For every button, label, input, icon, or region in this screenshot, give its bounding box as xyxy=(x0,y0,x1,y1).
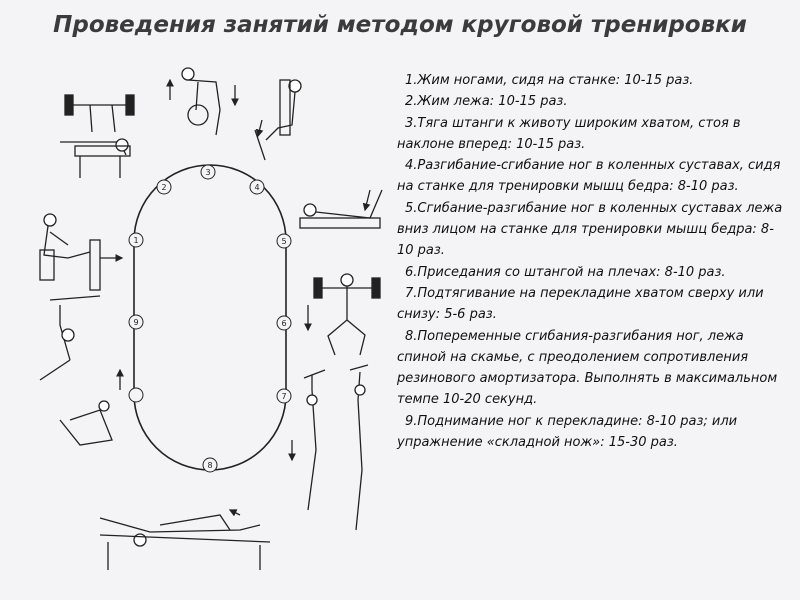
pull-up-figure xyxy=(292,365,368,530)
station-number: 8 xyxy=(207,461,213,470)
lying-legs-figure xyxy=(100,510,270,570)
station-marker-5 xyxy=(277,234,291,248)
leg-extension-figure xyxy=(255,80,301,160)
station-marker-3 xyxy=(201,165,215,179)
station-marker-blank xyxy=(129,388,143,402)
exercise-item-2 xyxy=(397,91,787,112)
exercise-text: 5.Сгибание-разгибание ног в коленных суставах лежа вниз лицом на станке для тренировки мышц бедра: 8-10 раз. xyxy=(397,200,783,259)
barbell-squat-figure xyxy=(308,274,380,355)
exercise-item-5 xyxy=(397,198,787,262)
station-number: 1 xyxy=(133,236,139,245)
station-number: 5 xyxy=(281,237,287,246)
exercise-item-6 xyxy=(397,262,787,283)
exercise-item-4 xyxy=(397,155,787,198)
bench-press-figure xyxy=(60,95,134,178)
station-marker-4 xyxy=(250,180,264,194)
exercise-text: 8.Попеременные сгибания-разгибания ног, лежа спиной на скамье, с преодолением сопротивления резинового амортизатора. Выполнять в максимальном темпе 10-20 секунд. xyxy=(397,328,778,408)
station-marker-8 xyxy=(203,458,217,472)
exercise-text: 7.Подтягивание на перекладине хватом сверху или снизу: 5-6 раз. xyxy=(397,285,764,323)
exercise-text: 9.Поднимание ног к перекладине: 8-10 раз; или упражнение «складной нож»: 15-30 раз. xyxy=(397,413,738,451)
circuit-track xyxy=(134,165,286,470)
exercise-item-9 xyxy=(397,411,787,454)
leg-press-figure xyxy=(40,214,122,290)
station-number: 9 xyxy=(133,318,139,327)
station-marker-7 xyxy=(277,389,291,403)
leg-curl-figure xyxy=(300,190,382,228)
exercise-item-3 xyxy=(397,113,787,156)
exercise-text: 4.Разгибание-сгибание ног в коленных суставах, сидя на станке для тренировки мышц бедра: 8-10 раз. xyxy=(397,158,781,195)
exercise-item-8 xyxy=(397,326,787,411)
station-number: 2 xyxy=(161,183,167,192)
exercise-item-1 xyxy=(397,70,787,91)
station-number: 4 xyxy=(254,183,260,192)
station-number: 6 xyxy=(281,319,287,328)
station-marker-9 xyxy=(129,315,143,329)
station-number: 3 xyxy=(205,168,211,177)
bent-row-figure xyxy=(170,68,235,135)
station-marker-6 xyxy=(277,316,291,330)
exercise-text: 3.Тяга штанги к животу широким хватом, стоя в наклоне вперед: 10-15 раз. xyxy=(397,115,741,152)
exercise-list xyxy=(397,70,787,453)
station-marker-1 xyxy=(129,233,143,247)
exercise-text: 6.Приседания со штангой на плечах: 8-10 раз. xyxy=(405,264,726,280)
station-number: 7 xyxy=(281,392,287,401)
exercise-text: 2.Жим лежа: 10-15 раз. xyxy=(405,94,568,110)
station-marker-2 xyxy=(157,180,171,194)
exercise-item-7 xyxy=(397,283,787,326)
leg-raise-figure xyxy=(40,296,120,445)
circuit-diagram xyxy=(20,60,400,600)
circuit-diagram-svg xyxy=(20,60,400,600)
page-title: Проведения занятий методом круговой тренировки xyxy=(53,12,747,38)
exercise-text: 1.Жим ногами, сидя на станке: 10-15 раз. xyxy=(405,73,694,88)
